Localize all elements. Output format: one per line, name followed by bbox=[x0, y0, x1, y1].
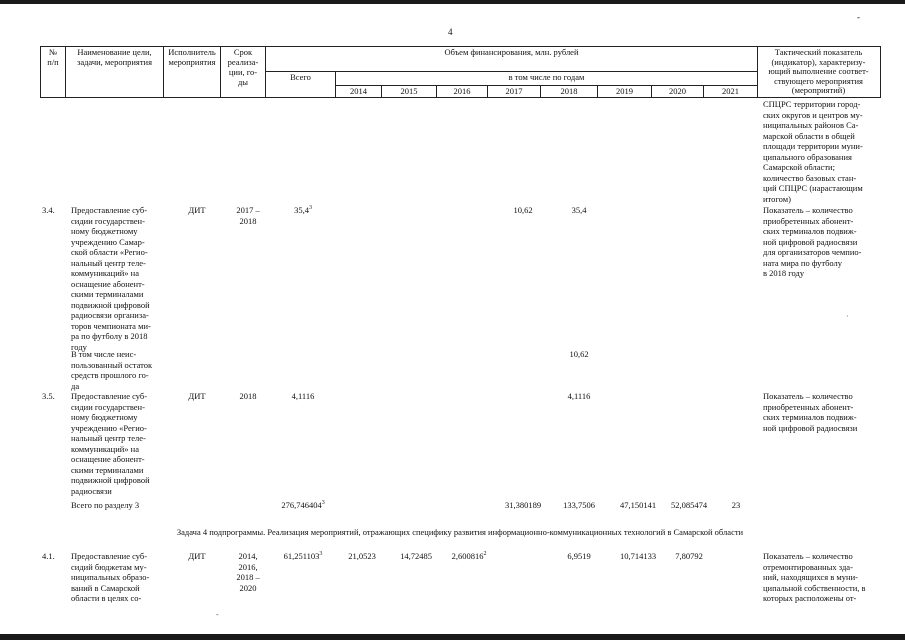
row-3-4-name: Предоставление суб- сидии государствен- ному бюджетному учреждению Самар- ской области «Регио- нальный центр теле- коммуникаций» на оснащение абонент- скими терминалами подвижной цифровой радиосвязи организа- торов чемпионата ми- ра по футболу в 2018 году bbox=[71, 205, 151, 352]
header-year: 2017 bbox=[488, 86, 541, 98]
row-3-5-executor: ДИТ bbox=[188, 391, 206, 401]
task-4-heading: Задача 4 подпрограммы. Реализация мероприятий, отражающих специфику развития информационно-коммуникационных технологий в Самарской области bbox=[176, 527, 744, 537]
row-4-1-2014: 21,0523 bbox=[348, 551, 376, 561]
page-number: 4 bbox=[448, 27, 453, 37]
row-4-1-total: 61,251103$^3$ bbox=[283, 551, 323, 561]
header-year: 2021 bbox=[704, 86, 758, 98]
row-3-5-term: 2018 bbox=[239, 391, 257, 401]
section-total-2021: 23 bbox=[731, 500, 741, 510]
row-4-1-2018: 6,9519 bbox=[567, 551, 591, 561]
header-total: Всего bbox=[266, 72, 336, 98]
row-4-1-num: 4.1. bbox=[42, 551, 55, 561]
header-indicator: Тактический показатель (индикатор), характеризу- ющий выполнение соответ- ствующего мероприятия (мероприятий) bbox=[757, 46, 881, 98]
row-4-1-name: Предоставление суб- сидий бюджетам му- ниципальных образо- ваний в Самарской области в целях со- bbox=[71, 551, 150, 603]
scan-speck: · bbox=[846, 312, 849, 321]
header-name: Наименование цели, задачи, мероприятия bbox=[66, 47, 164, 98]
header-year: 2018 bbox=[541, 86, 598, 98]
header-year: 2019 bbox=[598, 86, 652, 98]
continued-indicator: СПЦРС территории город- ских округов и центров му- ниципальных районов Са- марской области в общей площади территории муни- ципального образования Самарской области; количество базовых стан- ций СПЦРС (нарастающим итогом) bbox=[763, 99, 863, 204]
row-4-1-2016: 2,600816$^2$ bbox=[451, 551, 487, 561]
row-4-1-executor: ДИТ bbox=[188, 551, 206, 561]
row-4-1-term: 2014, 2016, 2018 – 2020 bbox=[236, 551, 260, 593]
row-3-4-2018: 35,4 bbox=[571, 205, 587, 215]
row-4-1-indicator: Показатель – количество отремонтированных зда- ний, находящихся в муни- ципальной собственности, в которых расположены от- bbox=[763, 551, 866, 603]
row-4-1-2019: 10,714133 bbox=[619, 551, 657, 561]
scan-bottom-edge bbox=[0, 634, 905, 640]
row-3-5-2018: 4,1116 bbox=[567, 391, 591, 401]
row-3-5-indicator: Показатель – количество приобретенных абонент- ских терминалов подвиж- ной цифровой радиосвязи bbox=[763, 391, 858, 433]
row-3-5-name: Предоставление суб- сидии государствен- ному бюджетному учреждению «Регио- нальный центр теле- коммуникаций» на оснащение абонент- скими терминалами подвижной цифровой радиосвязи bbox=[71, 391, 150, 496]
scan-top-edge bbox=[0, 0, 905, 4]
scan-speck: - bbox=[216, 610, 219, 619]
section-total-2017: 31,380189 bbox=[504, 500, 542, 510]
row-3-4-sub-name: В том числе неис- пользованный остаток средств прошлого го- да bbox=[71, 349, 153, 391]
table-header bbox=[40, 46, 758, 98]
header-year: 2016 bbox=[437, 86, 488, 98]
section-total-label: Всего по разделу 3 bbox=[71, 500, 140, 510]
row-4-1-2020: 7,80792 bbox=[675, 551, 703, 561]
row-4-1-2015: 14,72485 bbox=[400, 551, 432, 561]
section-total-2020: 52,085474 bbox=[670, 500, 708, 510]
scan-tick-mark: - bbox=[857, 12, 860, 22]
row-3-5-total: 4,1116 bbox=[291, 391, 315, 401]
row-3-4-sub-2018: 10,62 bbox=[569, 349, 589, 359]
row-3-4-num: 3.4. bbox=[42, 205, 55, 215]
row-3-4-term: 2017 – 2018 bbox=[236, 205, 260, 226]
section-total-2019: 47,150141 bbox=[619, 500, 657, 510]
row-3-4-indicator: Показатель – количество приобретенных абонент- ских терминалов подвиж- ной цифровой радиосвязи для организаторов чемпио- ната мира по футболу в 2018 году bbox=[763, 205, 862, 278]
row-3-5-num: 3.5. bbox=[42, 391, 55, 401]
header-year: 2020 bbox=[652, 86, 704, 98]
header-year: 2015 bbox=[382, 86, 437, 98]
header-term: Срок реализа- ции, го- ды bbox=[221, 47, 266, 98]
row-3-4-2017: 10,62 bbox=[513, 205, 533, 215]
section-total-2018: 133,7506 bbox=[563, 500, 595, 510]
row-3-4-total: 35,4$^3$ bbox=[294, 205, 312, 215]
header-num: № п/п bbox=[41, 47, 66, 98]
header-by-years: в том числе по годам bbox=[336, 72, 758, 86]
header-executor: Исполнитель мероприятия bbox=[164, 47, 221, 98]
row-3-4-executor: ДИТ bbox=[188, 205, 206, 215]
header-year: 2014 bbox=[336, 86, 382, 98]
header-funding: Объем финансирования, млн. рублей bbox=[266, 47, 758, 72]
section-total-value: 276,746404$^3$ bbox=[281, 500, 325, 510]
